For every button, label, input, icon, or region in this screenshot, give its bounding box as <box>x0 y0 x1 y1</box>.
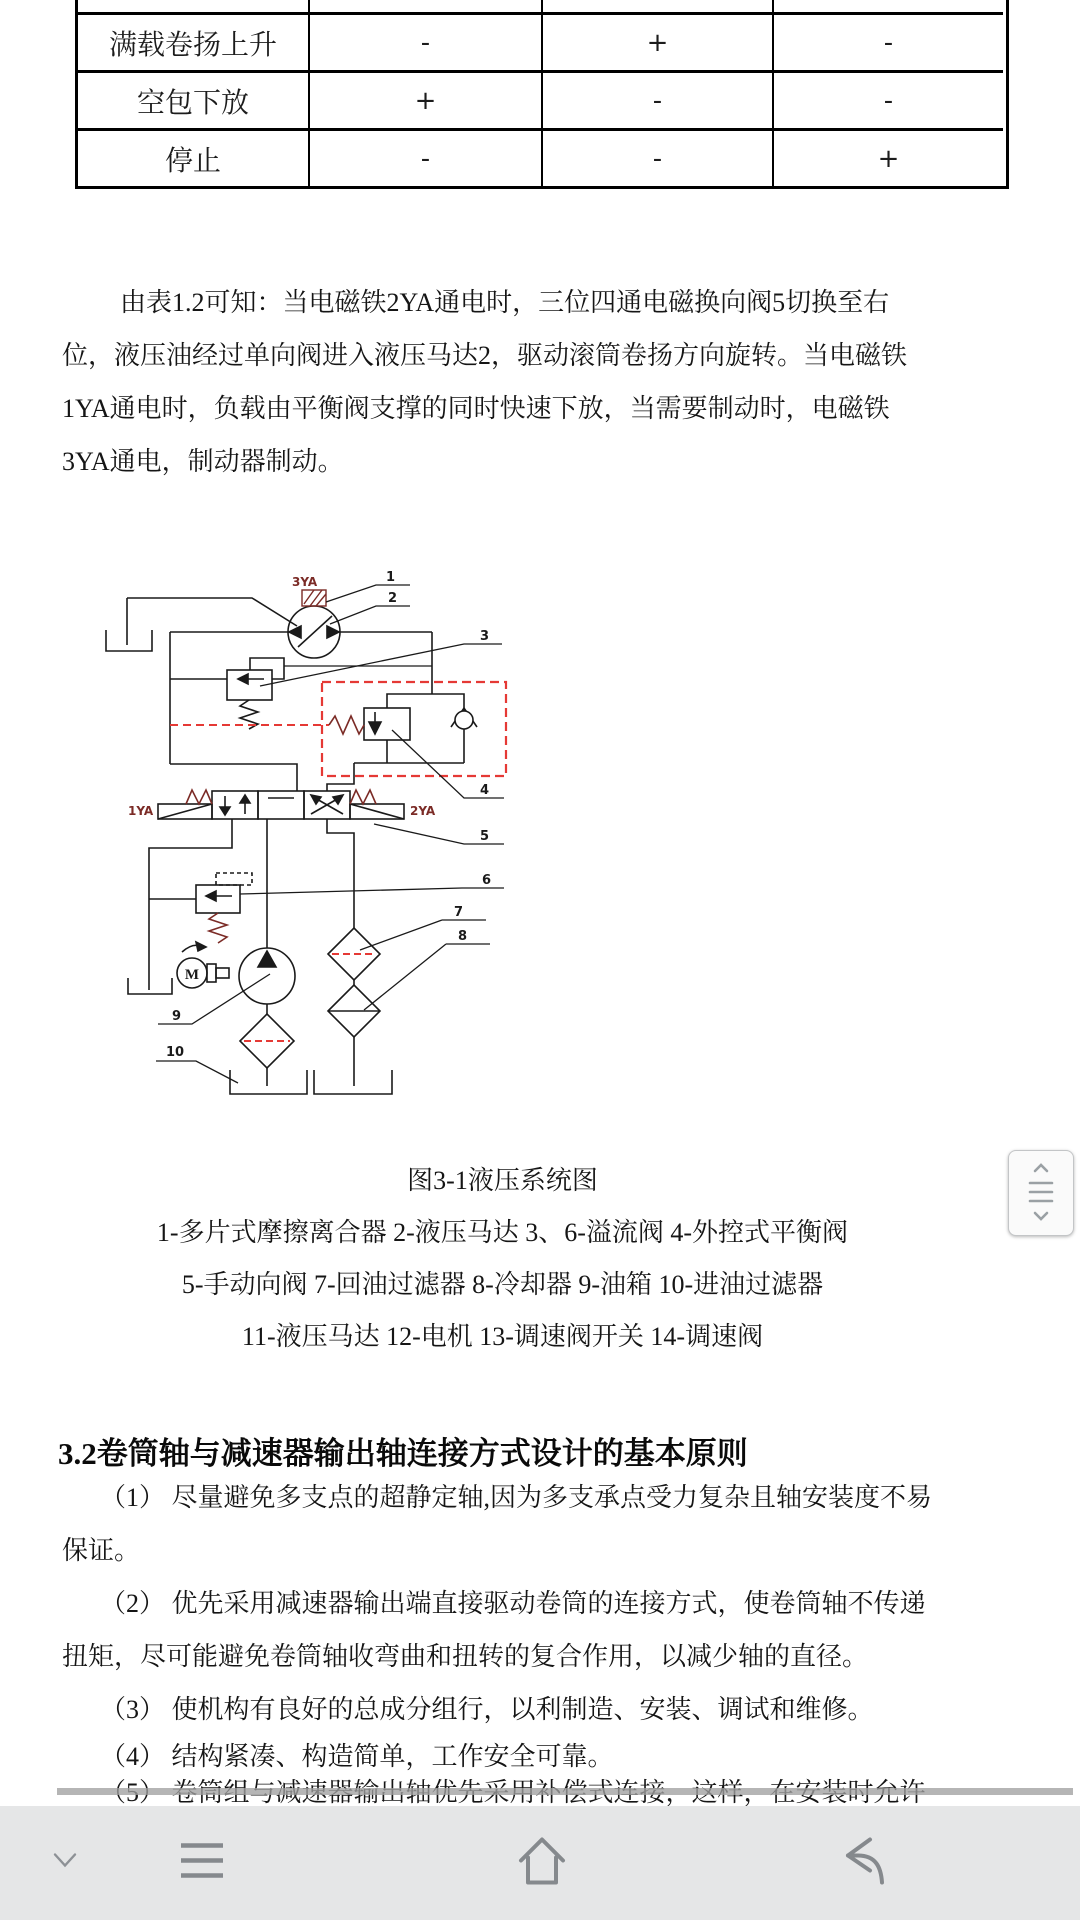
table-cell: + <box>308 70 541 128</box>
scroll-handle[interactable] <box>1008 1150 1074 1236</box>
tank-symbol <box>314 1070 392 1094</box>
menu-icon <box>178 1840 226 1882</box>
figure-label-6: 6 <box>482 873 492 888</box>
back-icon <box>838 1835 890 1887</box>
hydraulic-system-figure <box>92 548 512 1128</box>
table-cell <box>541 0 772 12</box>
figure-label-5: 5 <box>480 829 490 844</box>
table-cell <box>308 0 541 12</box>
table-row <box>78 12 1006 70</box>
table-cell: - <box>308 128 541 186</box>
tank-symbol <box>230 1070 307 1094</box>
hydraulic-schematic-svg <box>92 548 512 1128</box>
list-item-line: 扭矩，尽可能避免卷筒轴收弯曲和扭转的复合作用，以减少轴的直径。 <box>62 1642 869 1671</box>
table-cell-label: 停止 <box>78 128 308 186</box>
paragraph-line: 3YA通电，制动器制动。 <box>62 447 344 476</box>
solenoid-label-3ya: 3YA <box>292 575 318 589</box>
list-item-line: （3） 使机构有良好的总成分组行，以利制造、安装、调试和维修。 <box>100 1695 874 1724</box>
paragraph-line: 1YA通电时，负载由平衡阀支撑的同时快速下放，当需要制动时，电磁铁 <box>62 394 890 423</box>
table-cell: - <box>541 128 772 186</box>
figure-label-9: 9 <box>172 1009 182 1024</box>
table-row <box>78 0 1006 12</box>
hide-nav-button[interactable] <box>46 1848 84 1879</box>
figure-label-8: 8 <box>458 929 468 944</box>
table-cell <box>772 0 1003 12</box>
figure-label-10: 10 <box>166 1045 185 1060</box>
chevron-down-icon <box>46 1848 84 1874</box>
menu-button[interactable] <box>178 1840 226 1887</box>
figure-legend-line: 11-液压马达 12-电机 13-调速阀开关 14-调速阀 <box>241 1322 764 1351</box>
list-item-line: 保证。 <box>62 1536 141 1565</box>
brake-symbol <box>302 590 326 606</box>
list-item-line: （1） 尽量避免多支点的超静定轴,因为多支承点受力复杂且轴安装度不易 <box>100 1483 933 1512</box>
tank-symbol <box>106 630 152 651</box>
table-cell-label: 空包下放 <box>78 70 308 128</box>
list-item-line: （4） 结构紧凑、构造简单，工作安全可靠。 <box>100 1742 614 1771</box>
solenoid-label-1ya: 1YA <box>128 804 154 818</box>
table-cell-label: 满载卷扬上升 <box>78 12 308 70</box>
page-edge-band <box>57 1788 1073 1795</box>
scroll-handle-icon <box>1025 1161 1057 1225</box>
tank-symbol <box>128 978 172 994</box>
figure-label-2: 2 <box>388 591 398 606</box>
motor-letter-m: M <box>184 967 200 983</box>
section-heading: 3.2卷筒轴与减速器输出轴连接方式设计的基本原则 <box>58 1436 748 1471</box>
home-button[interactable] <box>516 1834 568 1893</box>
figure-label-1: 1 <box>386 570 396 585</box>
paragraph-line: 由表1.2可知：当电磁铁2YA通电时，三位四通电磁换向阀5切换至右 <box>120 288 890 317</box>
table-cell: - <box>772 70 1003 128</box>
table-row <box>78 128 1006 186</box>
table-cell: + <box>541 12 772 70</box>
relief-valve-symbol <box>149 873 504 943</box>
figure-legend-line: 1-多片式摩擦离合器 2-液压马达 3、6-溢流阀 4-外控式平衡阀 <box>156 1218 849 1247</box>
directional-valve-symbol <box>158 790 404 819</box>
mode-table <box>75 0 1009 189</box>
figure-label-4: 4 <box>480 783 490 798</box>
figure-legend-line: 5-手动向阀 7-回油过滤器 8-冷却器 9-油箱 10-进油过滤器 <box>181 1270 824 1299</box>
table-cell: - <box>772 12 1003 70</box>
table-cell: - <box>308 12 541 70</box>
figure-caption: 图3-1液压系统图 <box>407 1166 598 1195</box>
paragraph-line: 位，液压油经过单向阀进入液压马达2，驱动滚筒卷扬方向旋转。当电磁铁 <box>62 341 908 370</box>
home-icon <box>516 1834 568 1888</box>
table-cell: - <box>541 70 772 128</box>
figure-label-3: 3 <box>480 629 490 644</box>
figure-label-7: 7 <box>454 905 464 920</box>
list-item-line: （2） 优先采用减速器输出端直接驱动卷筒的连接方式，使卷筒轴不传递 <box>100 1589 926 1618</box>
bottom-nav-bar <box>0 1806 1080 1920</box>
solenoid-label-2ya: 2YA <box>410 804 436 818</box>
back-button[interactable] <box>838 1835 890 1892</box>
table-row <box>78 70 1006 128</box>
table-cell: + <box>772 128 1003 186</box>
highlight-dashed-box <box>322 682 506 776</box>
table-cell-label <box>78 0 308 12</box>
